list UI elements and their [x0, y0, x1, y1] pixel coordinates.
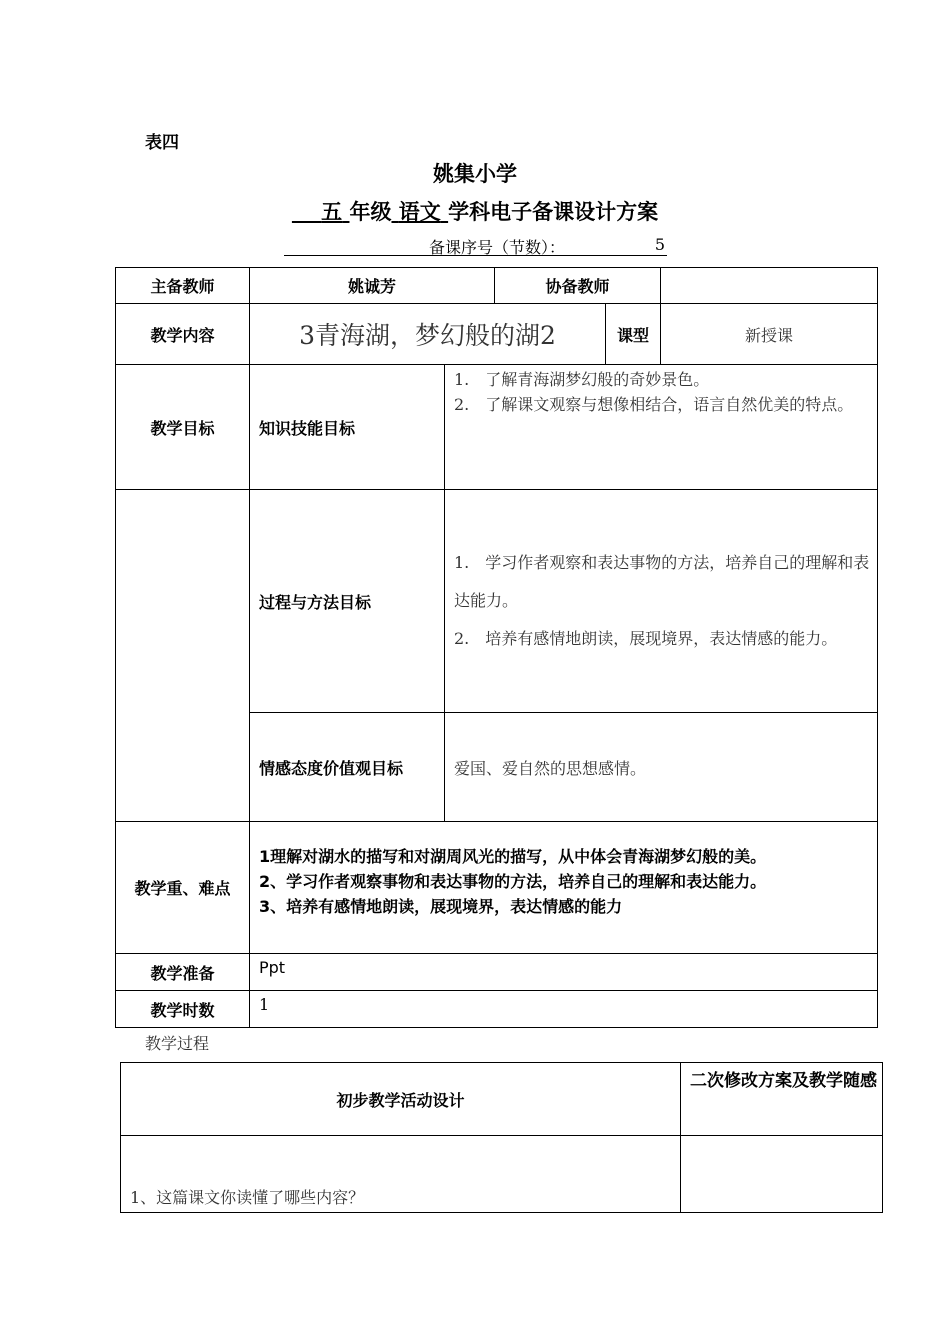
col-revision-header: 二次修改方案及教学随感 [681, 1063, 883, 1136]
seq-label: 备课序号（节数）： [429, 238, 566, 257]
goals-label: 教学目标 [116, 365, 250, 490]
prep-label: 教学准备 [116, 954, 250, 991]
lesson-content: 3青海湖，梦幻般的湖2 [250, 304, 606, 365]
key-point-3: 3、培养有感情地朗读，展现境界，表达情感的能力 [259, 897, 623, 916]
process-step-1: 1、这篇课文你读懂了哪些内容？ [121, 1136, 681, 1213]
goal-process [445, 490, 878, 713]
school-name: 姚集小学 [433, 162, 517, 186]
main-teacher-label: 主备教师 [116, 268, 250, 304]
prep-value: Ppt [250, 954, 878, 991]
goal-knowledge-label: 知识技能目标 [250, 365, 445, 490]
key-points-label: 教学重、难点 [116, 822, 250, 954]
goal-process-label: 过程与方法目标 [250, 490, 445, 713]
table-label: 表四 [145, 133, 179, 153]
main-teacher: 姚诚芳 [250, 268, 495, 304]
co-teacher [661, 268, 878, 304]
hours-label: 教学时数 [116, 991, 250, 1028]
page-title [0, 196, 950, 226]
content-label: 教学内容 [116, 304, 250, 365]
goal-knowledge-1: 1. 了解青海湖梦幻般的奇妙景色。 [454, 370, 710, 389]
process-table [120, 1062, 883, 1213]
goal-process-1: 1. 学习作者观察和表达事物的方法，培养自己的理解和表达能力。 [454, 553, 870, 610]
goal-emotion: 爱国、爱自然的思想感情。 [445, 713, 878, 822]
grade-suffix: 年级 [349, 200, 392, 224]
goal-process-2: 2. 培养有感情地朗读，展现境界，表达情感的能力。 [454, 629, 838, 648]
key-point-2: 2、学习作者观察事物和表达事物的方法，培养自己的理解和表达能力。 [259, 872, 767, 891]
subject: 语文 [398, 200, 441, 224]
process-label: 教学过程 [145, 1034, 210, 1053]
col-design-header: 初步教学活动设计 [121, 1063, 681, 1136]
goal-emotion-label: 情感态度价值观目标 [250, 713, 445, 822]
goal-knowledge-2: 2. 了解课文观察与想像相结合，语言自然优美的特点。 [454, 395, 854, 414]
key-points [250, 822, 878, 954]
grade: 五 [321, 200, 343, 224]
lesson-info-table [115, 267, 878, 1028]
seq-value: 5 [654, 235, 665, 254]
type-label: 课型 [606, 304, 661, 365]
key-point-1: 1理解对湖水的描写和对湖周风光的描写，从中体会青海湖梦幻般的美。 [259, 847, 767, 866]
revision-notes [681, 1136, 883, 1213]
title-suffix: 学科电子备课设计方案 [448, 200, 659, 224]
co-teacher-label: 协备教师 [495, 268, 661, 304]
lesson-type: 新授课 [661, 304, 878, 365]
goal-knowledge [445, 365, 878, 490]
hours-value: 1 [250, 991, 878, 1028]
lesson-sequence [284, 235, 667, 256]
goals-label-continued [116, 490, 250, 822]
